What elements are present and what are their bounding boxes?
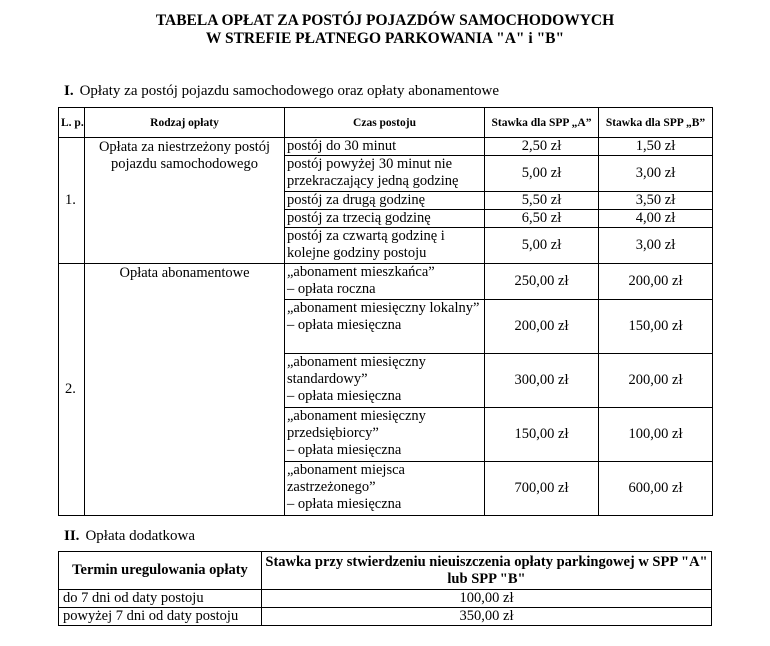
header-duration: Czas postoju <box>285 108 485 138</box>
section-2-heading-text: Opłata dodatkowa <box>85 528 195 544</box>
header-additional-rate: Stawka przy stwierdzeniu nieuiszczenia opłaty parkingowej w SPP "A" lub SPP "B" <box>262 552 712 590</box>
title-line-2: W STREFIE PŁATNEGO PARKOWANIA "A" i "B" <box>205 30 565 47</box>
subscription-period: – opłata roczna <box>287 281 376 297</box>
header-term: Termin uregulowania opłaty <box>59 552 262 590</box>
group-number: 1. <box>59 138 85 264</box>
table-row <box>59 590 712 608</box>
rate-b-cell: 150,00 zł <box>599 300 713 354</box>
rate-b-cell: 3,50 zł <box>599 192 713 210</box>
subscription-name: „abonament miesięczny lokalny” <box>287 300 480 316</box>
header-lp: L. p. <box>59 108 85 138</box>
section-1-numeral: I. <box>64 83 74 99</box>
section-1-heading <box>64 82 499 100</box>
rate-b-cell: 1,50 zł <box>599 138 713 156</box>
duration-cell <box>285 462 485 516</box>
rate-a-cell: 150,00 zł <box>485 408 599 462</box>
subscription-name: „abonament miesięczny przedsiębiorcy” <box>287 408 426 441</box>
additional-fee-table <box>58 551 712 626</box>
additional-rate-cell: 100,00 zł <box>262 590 712 608</box>
term-cell: do 7 dni od daty postoju <box>59 590 262 608</box>
table-row <box>59 608 712 626</box>
document-title <box>0 12 770 48</box>
subscription-period: – opłata miesięczna <box>287 496 402 512</box>
term-cell: powyżej 7 dni od daty postoju <box>59 608 262 626</box>
subscription-name: „abonament miesięczny standardowy” <box>287 354 426 387</box>
rate-b-cell: 600,00 zł <box>599 462 713 516</box>
duration-cell <box>285 354 485 408</box>
rate-b-cell: 200,00 zł <box>599 264 713 300</box>
rate-b-cell: 3,00 zł <box>599 156 713 192</box>
fee-type: Opłata za niestrzeżony postój pojazdu samochodowego <box>85 138 285 264</box>
duration-cell: postój za czwartą godzinę i kolejne godziny postoju <box>285 228 485 264</box>
rate-b-cell: 3,00 zł <box>599 228 713 264</box>
subscription-period: – opłata miesięczna <box>287 442 402 458</box>
table-header-row <box>59 108 713 138</box>
duration-cell <box>285 264 485 300</box>
duration-cell: postój za trzecią godzinę <box>285 210 485 228</box>
section-2-heading <box>64 527 195 545</box>
section-2-numeral: II. <box>64 528 80 544</box>
header-rate-b: Stawka dla SPP „B” <box>599 108 713 138</box>
table-row <box>59 138 713 156</box>
header-rate-a: Stawka dla SPP „A” <box>485 108 599 138</box>
rate-b-cell: 100,00 zł <box>599 408 713 462</box>
additional-rate-cell: 350,00 zł <box>262 608 712 626</box>
group-number: 2. <box>59 264 85 516</box>
rate-a-cell: 5,50 zł <box>485 192 599 210</box>
duration-cell: postój do 30 minut <box>285 138 485 156</box>
parking-fees-table <box>58 107 713 516</box>
rate-a-cell: 700,00 zł <box>485 462 599 516</box>
rate-a-cell: 200,00 zł <box>485 300 599 354</box>
duration-cell: postój powyżej 30 minut nie przekraczający jedną godzinę <box>285 156 485 192</box>
section-1-heading-text: Opłaty za postój pojazdu samochodowego oraz opłaty abonamentowe <box>79 83 500 99</box>
table-row <box>59 264 713 300</box>
duration-cell <box>285 300 485 354</box>
subscription-period: – opłata miesięczna <box>287 317 402 333</box>
fee-type: Opłata abonamentowe <box>85 264 285 516</box>
subscription-period: – opłata miesięczna <box>287 388 402 404</box>
duration-cell <box>285 408 485 462</box>
table-header-row <box>59 552 712 590</box>
rate-b-cell: 200,00 zł <box>599 354 713 408</box>
rate-b-cell: 4,00 zł <box>599 210 713 228</box>
title-line-1: TABELA OPŁAT ZA POSTÓJ POJAZDÓW SAMOCHODOWYCH <box>155 12 615 29</box>
rate-a-cell: 6,50 zł <box>485 210 599 228</box>
subscription-name: „abonament mieszkańca” <box>287 264 435 280</box>
rate-a-cell: 2,50 zł <box>485 138 599 156</box>
rate-a-cell: 5,00 zł <box>485 156 599 192</box>
rate-a-cell: 5,00 zł <box>485 228 599 264</box>
rate-a-cell: 250,00 zł <box>485 264 599 300</box>
duration-cell: postój za drugą godzinę <box>285 192 485 210</box>
subscription-name: „abonament miejsca zastrzeżonego” <box>287 462 405 495</box>
header-type: Rodzaj opłaty <box>85 108 285 138</box>
rate-a-cell: 300,00 zł <box>485 354 599 408</box>
